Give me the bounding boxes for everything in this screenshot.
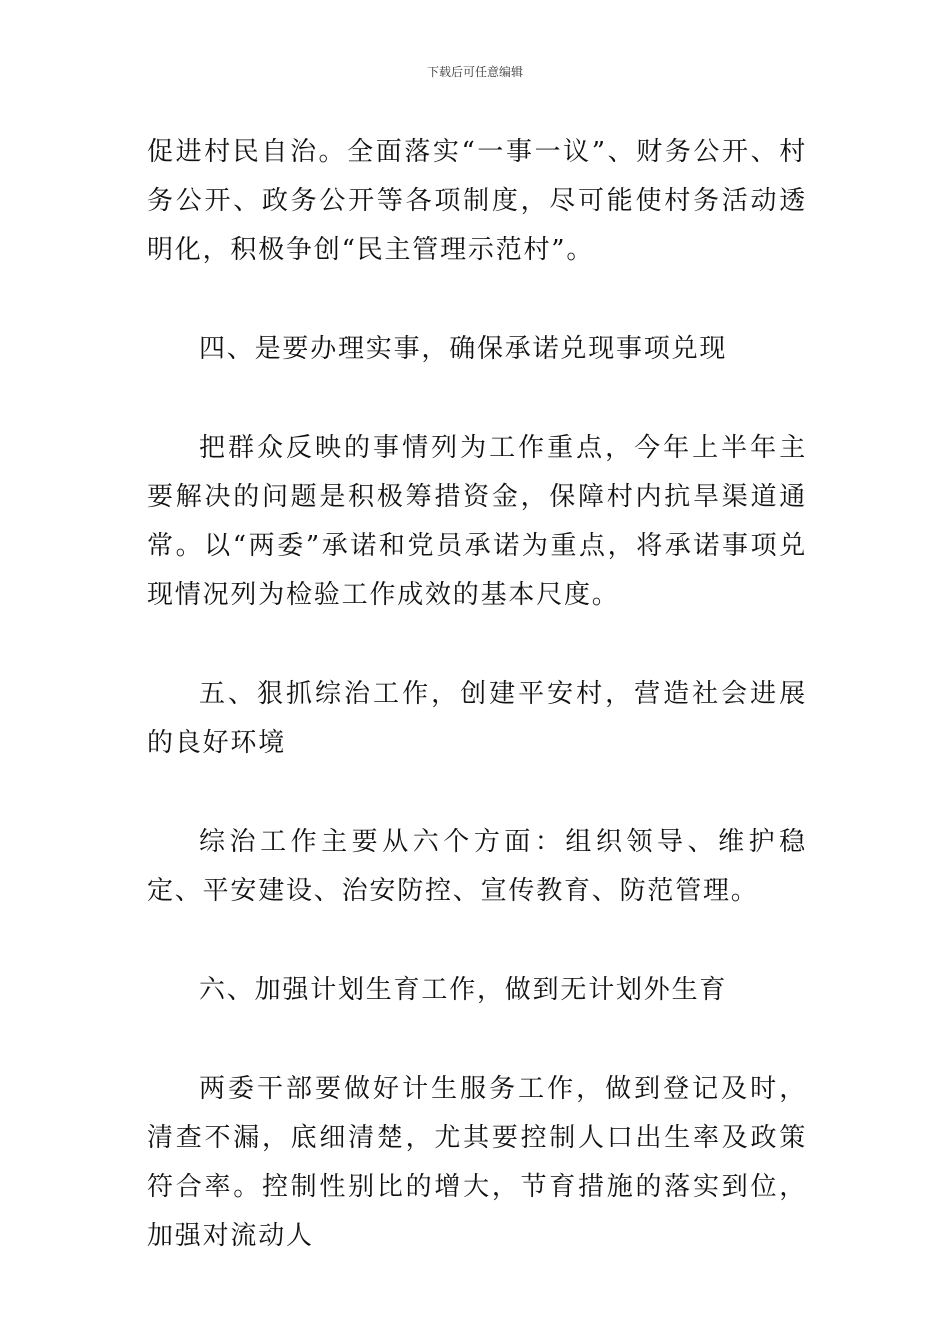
paragraph-spacer [147,768,807,818]
paragraph-spacer [147,1015,807,1065]
section-heading-6: 六、加强计划生育工作，做到无计划外生育 [199,975,728,1005]
paragraph-spacer [147,374,807,424]
document-body [147,128,807,1261]
section-heading-5: 五、狠抓综治工作，创建平安村，营造社会进展的良好环境 [147,679,807,758]
paragraph-spacer [147,275,807,325]
section-heading-4: 四、是要办理实事，确保承诺兑现事项兑现 [199,334,728,364]
paragraph-family-planning: 两委干部要做好计生服务工作，做到登记及时，清查不漏，底细清楚，尤其要控制人口出生率及政策符合率。控制性别比的增大，节育措施的落实到位，加强对流动人 [147,1074,807,1251]
paragraph-public-security: 综治工作主要从六个方面：组织领导、维护稳定、平安建设、治安防控、宣传教育、防范管理。 [147,827,807,906]
page-header-note: 下载后可任意编辑 [426,65,523,79]
paragraph-practical-matters: 把群众反映的事情列为工作重点，今年上半年主要解决的问题是积极筹措资金，保障村内抗旱渠道通常。以“两委”承诺和党员承诺为重点，将承诺事项兑现情况列为检验工作成效的基本尺度。 [147,433,807,610]
paragraph-village-autonomy: 促进村民自治。全面落实“一事一议”、财务公开、村务公开、政务公开等各项制度，尽可能使村务活动透明化，积极争创“民主管理示范村”。 [147,137,807,265]
paragraph-spacer [147,916,807,966]
paragraph-spacer [147,620,807,670]
